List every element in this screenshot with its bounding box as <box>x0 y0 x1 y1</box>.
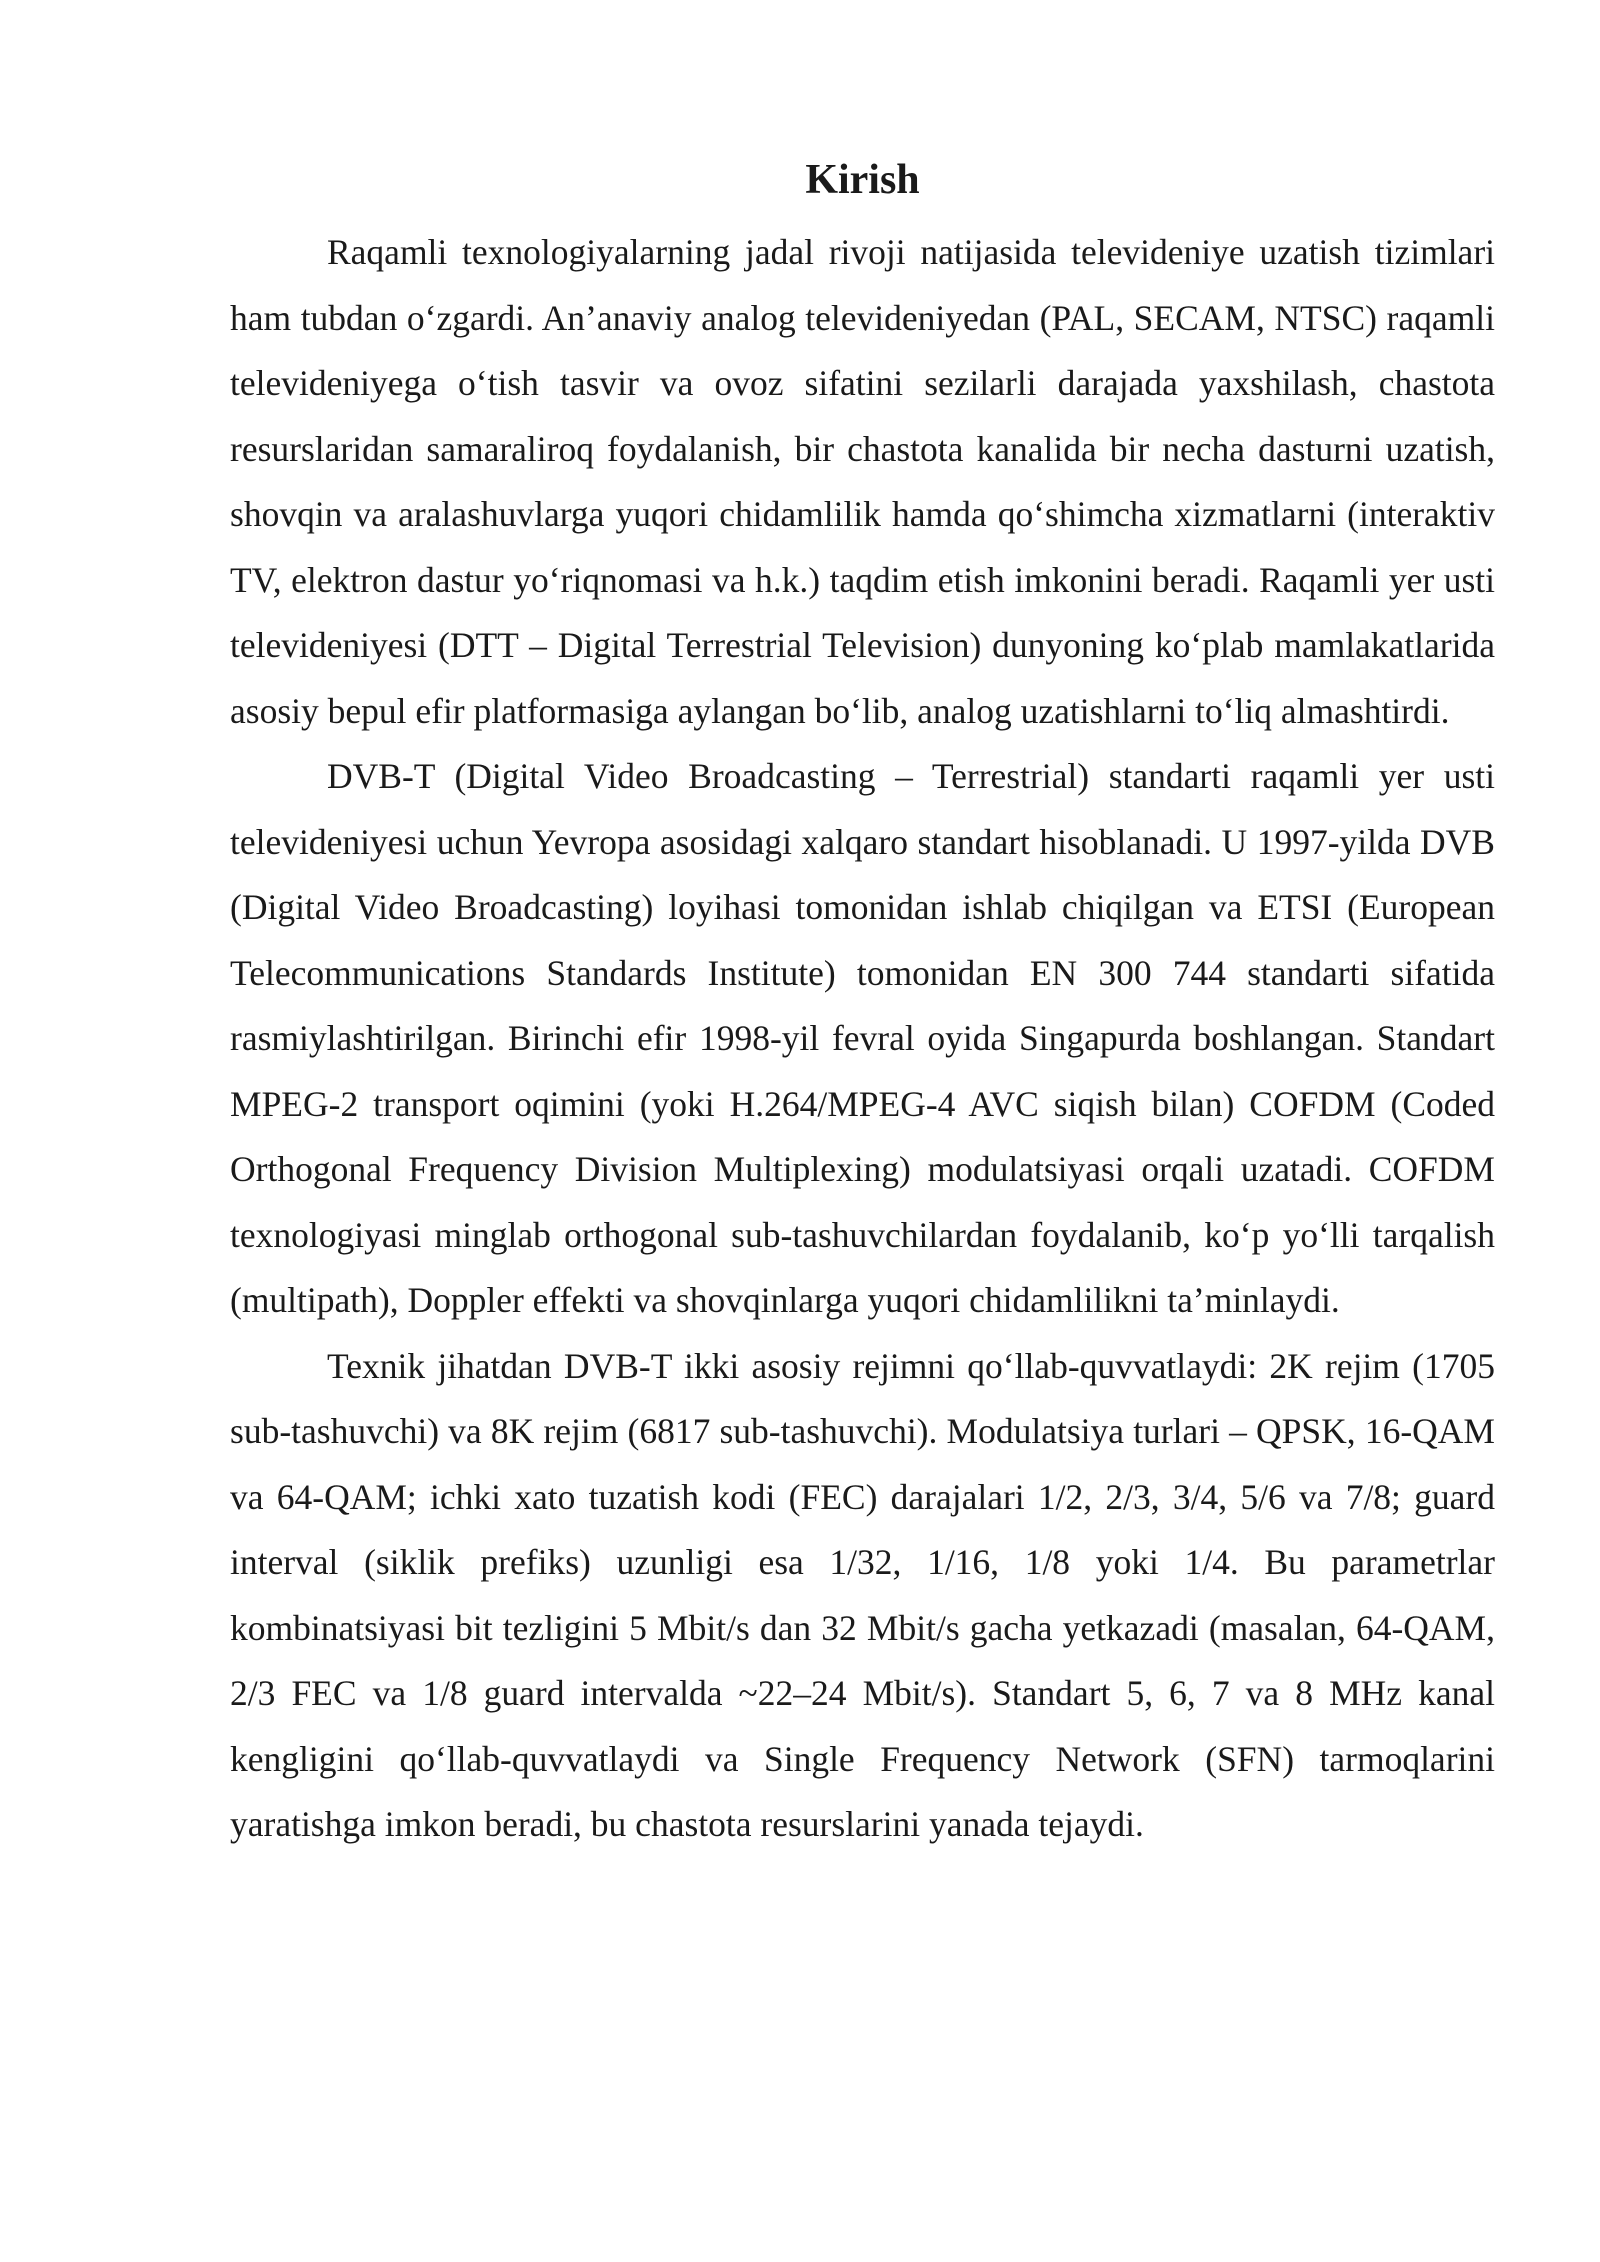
paragraph-technical: Texnik jihatdan DVB-T ikki asosiy rejimni qo‘llab-quvvatlaydi: 2K rejim (1705 sub-tashuvchi) va 8K rejim (6817 sub-tashuvchi). Modulatsiya turlari – QPSK, 16-QAM va 64-QAM; ichki xato tuzatish kodi (FEC) darajalari 1/2, 2/3, 3/4, 5/6 va 7/8; guard interval (siklik prefiks) uzunligi esa 1/32, 1/16, 1/8 yoki 1/4. Bu parametrlar kombinatsiyasi bit tezligini 5 Mbit/s dan 32 Mbit/s gacha yetkazadi (masalan, 64-QAM, 2/3 FEC va 1/8 guard intervalda ~22–24 Mbit/s). Standart 5, 6, 7 va 8 MHz kanal kengligini qo‘llab-quvvatlaydi va Single Frequency Network (SFN) tarmoqlarini yaratishga imkon beradi, bu chastota resurslarini yanada tejaydi. <box>230 1345 1495 1844</box>
page-title: Kirish <box>805 157 920 203</box>
paragraph-dvb-t: DVB-T (Digital Video Broadcasting – Terrestrial) standarti raqamli yer usti televideniyesi uchun Yevropa asosidagi xalqaro standart hisoblanadi. U 1997-yilda DVB (Digital Video Broadcasting) loyihasi tomonidan ishlab chiqilgan va ETSI (European Telecommunications Standards Institute) tomonidan EN 300 744 standarti sifatida rasmiylashtirilgan. Birinchi efir 1998-yil fevral oyida Singapurda boshlangan. Standart MPEG-2 transport oqimini (yoki H.264/MPEG-4 AVC siqish bilan) COFDM (Coded Orthogonal Frequency Division Multiplexing) modulatsiyasi orqali uzatadi. COFDM texnologiyasi minglab orthogonal sub-tashuvchilardan foydalanib, ko‘p yo‘lli tarqalish (multipath), Doppler effekti va shovqinlarga yuqori chidamlilikni ta’minlaydi. <box>230 756 1495 1320</box>
paragraph-intro: Raqamli texnologiyalarning jadal rivoji natijasida televideniye uzatish tizimlari ham tubdan o‘zgardi. An’anaviy analog televideniyedan (PAL, SECAM, NTSC) raqamli televideniyega o‘tish tasvir va ovoz sifatini sezilarli darajada yaxshilash, chastota resurslaridan samaraliroq foydalanish, bir chastota kanalida bir necha dasturni uzatish, shovqin va aralashuvlarga yuqori chidamlilik hamda qo‘shimcha xizmatlarni (interaktiv TV, elektron dastur yo‘riqnomasi va h.k.) taqdim etish imkonini beradi. Raqamli yer usti televideniyesi (DTT – Digital Terrestrial Television) dunyoning ko‘plab mamlakatlarida asosiy bepul efir platformasiga aylangan bo‘lib, analog uzatishlarni to‘liq almashtirdi. <box>230 232 1495 731</box>
document-body <box>230 140 1495 1858</box>
